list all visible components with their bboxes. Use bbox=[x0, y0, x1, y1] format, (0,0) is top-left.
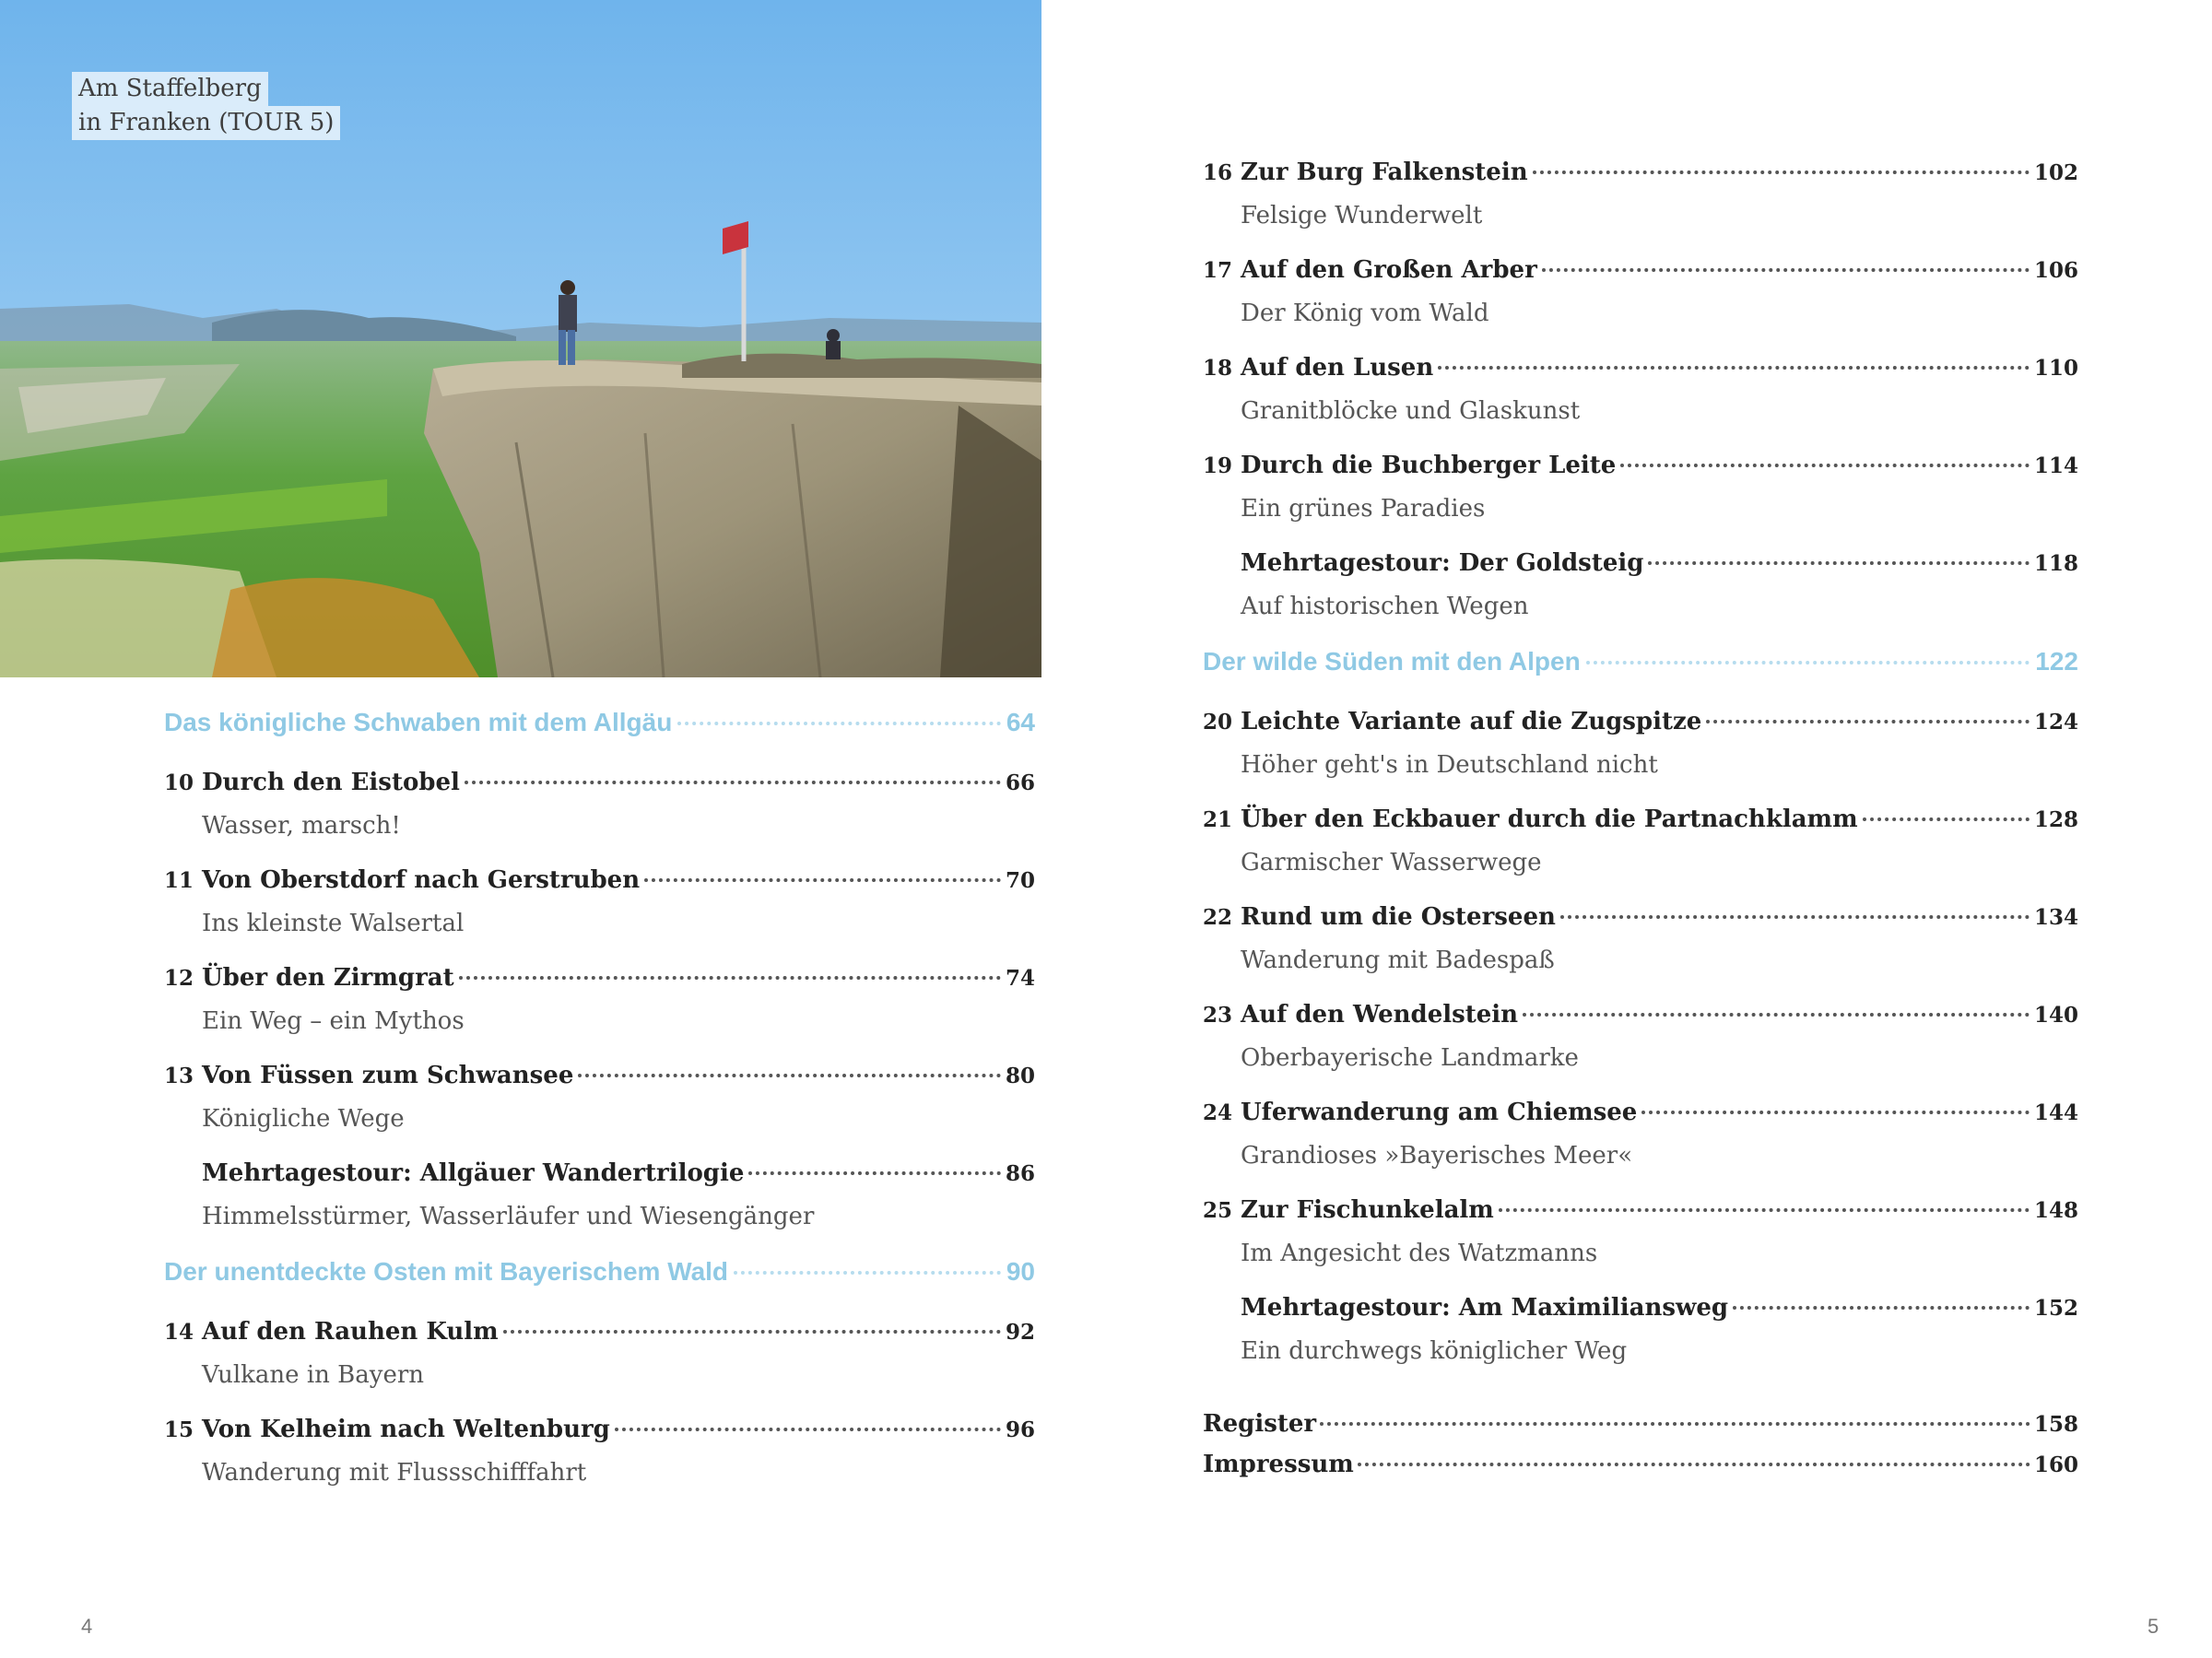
tour-title: Mehrtagestour: Am Maximiliansweg bbox=[1241, 1294, 1729, 1322]
dot-leader bbox=[1542, 268, 2030, 272]
tour-page: 118 bbox=[2033, 551, 2078, 576]
entry-page: 160 bbox=[2033, 1452, 2078, 1477]
tour-page: 110 bbox=[2033, 356, 2078, 381]
dot-leader bbox=[578, 1074, 1001, 1077]
tour-title: Über den Eckbauer durch die Partnachklamm bbox=[1241, 805, 1858, 833]
tour-page: 128 bbox=[2033, 807, 2078, 832]
tour-subtitle: Ein grünes Paradies bbox=[1241, 495, 1486, 523]
tour-subtitle: Oberbayerische Landmarke bbox=[1241, 1044, 1579, 1072]
tour-page: 86 bbox=[1005, 1161, 1035, 1186]
toc-entry-register[interactable] bbox=[1203, 1410, 2078, 1451]
tour-title: Über den Zirmgrat bbox=[202, 964, 454, 992]
tour-page: 66 bbox=[1005, 770, 1035, 795]
section-heading-sueden[interactable] bbox=[1203, 647, 2078, 708]
tour-subtitle: Felsige Wunderwelt bbox=[1241, 202, 1483, 229]
tour-subtitle: Grandioses »Bayerisches Meer« bbox=[1241, 1142, 1633, 1170]
dot-leader bbox=[1733, 1306, 2030, 1310]
toc-entry-22[interactable] bbox=[1203, 903, 2078, 979]
dot-leader bbox=[1533, 171, 2030, 174]
tour-title: Auf den Wendelstein bbox=[1241, 1001, 1519, 1029]
dot-leader bbox=[644, 878, 1001, 882]
tour-title: Mehrtagestour: Allgäuer Wandertrilogie bbox=[202, 1159, 745, 1187]
tour-subtitle: Garmischer Wasserwege bbox=[1241, 849, 1542, 876]
toc-entry-18[interactable] bbox=[1203, 354, 2078, 429]
tour-subtitle: Wasser, marsch! bbox=[202, 812, 401, 840]
tour-page: 92 bbox=[1005, 1320, 1035, 1345]
dot-leader bbox=[1523, 1013, 2030, 1017]
dot-leader bbox=[1586, 661, 2030, 664]
tour-title: Leichte Variante auf die Zugspitze bbox=[1241, 708, 1702, 735]
toc-entry-20[interactable] bbox=[1203, 708, 2078, 783]
tour-number: 25 bbox=[1203, 1198, 1233, 1223]
tour-title: Mehrtagestour: Der Goldsteig bbox=[1241, 549, 1644, 577]
dot-leader bbox=[503, 1330, 1001, 1334]
tour-subtitle: Granitblöcke und Glaskunst bbox=[1241, 397, 1581, 425]
photo-caption bbox=[72, 72, 340, 140]
section-title: Das königliche Schwaben mit dem Allgäu bbox=[164, 708, 673, 736]
toc-entry-10[interactable] bbox=[164, 769, 1035, 844]
dot-leader bbox=[1438, 366, 2030, 370]
tour-subtitle: Höher geht's in Deutschland nicht bbox=[1241, 751, 1658, 779]
tour-title: Uferwanderung am Chiemsee bbox=[1241, 1099, 1638, 1126]
dot-leader bbox=[1499, 1208, 2030, 1212]
toc-entry-16[interactable] bbox=[1203, 159, 2078, 234]
tour-title: Auf den Rauhen Kulm bbox=[202, 1318, 499, 1346]
spacer bbox=[1203, 1392, 2078, 1410]
toc-entry-25[interactable] bbox=[1203, 1196, 2078, 1272]
toc-entry-23[interactable] bbox=[1203, 1001, 2078, 1076]
tour-number: 10 bbox=[164, 770, 194, 795]
tour-number: 17 bbox=[1203, 258, 1233, 283]
tour-number: 23 bbox=[1203, 1003, 1233, 1028]
tour-subtitle: Vulkane in Bayern bbox=[202, 1361, 425, 1389]
tour-subtitle: Ins kleinste Walsertal bbox=[202, 910, 465, 937]
toc-entry-impressum[interactable] bbox=[1203, 1451, 2078, 1491]
tour-number: 24 bbox=[1203, 1100, 1233, 1125]
tour-subtitle: Der König vom Wald bbox=[1241, 300, 1489, 327]
toc-entry-15[interactable] bbox=[164, 1416, 1035, 1491]
dot-leader bbox=[1560, 915, 2030, 919]
tour-page: 106 bbox=[2033, 258, 2078, 283]
tour-number: 15 bbox=[164, 1417, 194, 1442]
section-page: 64 bbox=[1006, 708, 1035, 736]
dot-leader bbox=[1641, 1111, 2030, 1114]
photo-caption-line2: in Franken (TOUR 5) bbox=[72, 106, 340, 140]
entry-page: 158 bbox=[2033, 1412, 2078, 1437]
toc-entry-13[interactable] bbox=[164, 1062, 1035, 1137]
tour-page: 152 bbox=[2033, 1296, 2078, 1321]
page-number-right: 5 bbox=[2147, 1615, 2159, 1638]
tour-page: 140 bbox=[2033, 1003, 2078, 1028]
tour-number: 20 bbox=[1203, 710, 1233, 735]
toc-entry-19[interactable] bbox=[1203, 452, 2078, 527]
section-heading-schwaben[interactable] bbox=[164, 708, 1035, 769]
tour-title: Zur Fischunkelalm bbox=[1241, 1196, 1494, 1224]
tour-title: Zur Burg Falkenstein bbox=[1241, 159, 1528, 186]
tour-title: Durch die Buchberger Leite bbox=[1241, 452, 1617, 479]
tour-subtitle: Auf historischen Wegen bbox=[1241, 593, 1529, 620]
tour-page: 134 bbox=[2033, 905, 2078, 930]
dot-leader bbox=[465, 781, 1001, 784]
section-title: Der wilde Süden mit den Alpen bbox=[1203, 647, 1581, 676]
photo-caption-line1: Am Staffelberg bbox=[72, 72, 268, 106]
tour-subtitle: Wanderung mit Flussschifffahrt bbox=[202, 1459, 587, 1487]
toc-entry-mehrtagestour-goldsteig[interactable] bbox=[1203, 549, 2078, 625]
toc-entry-24[interactable] bbox=[1203, 1099, 2078, 1174]
dot-leader bbox=[677, 722, 1001, 725]
entry-title: Impressum bbox=[1203, 1451, 1354, 1478]
tour-title: Auf den Lusen bbox=[1241, 354, 1434, 382]
tour-number: 18 bbox=[1203, 356, 1233, 381]
dot-leader bbox=[1863, 817, 2030, 821]
toc-entry-mehrtagestour-maximiliansweg[interactable] bbox=[1203, 1294, 2078, 1370]
tour-page: 102 bbox=[2033, 160, 2078, 185]
tour-subtitle: Wanderung mit Badespaß bbox=[1241, 947, 1555, 974]
tour-page: 96 bbox=[1005, 1417, 1035, 1442]
entry-title: Register bbox=[1203, 1410, 1317, 1438]
section-page: 122 bbox=[2035, 647, 2078, 676]
dot-leader bbox=[1320, 1422, 2030, 1426]
toc-right-column bbox=[1203, 159, 2078, 1491]
tour-page: 148 bbox=[2033, 1198, 2078, 1223]
tour-page: 114 bbox=[2033, 453, 2078, 478]
tour-number: 14 bbox=[164, 1320, 194, 1345]
toc-entry-21[interactable] bbox=[1203, 805, 2078, 881]
tour-subtitle: Ein durchwegs königlicher Weg bbox=[1241, 1337, 1628, 1365]
tour-number: 12 bbox=[164, 966, 194, 991]
dot-leader bbox=[1358, 1463, 2030, 1466]
toc-entry-12[interactable] bbox=[164, 964, 1035, 1040]
dot-leader bbox=[734, 1271, 1001, 1275]
tour-number: 22 bbox=[1203, 905, 1233, 930]
tour-number: 16 bbox=[1203, 160, 1233, 185]
tour-page: 74 bbox=[1005, 966, 1035, 991]
section-heading-osten[interactable] bbox=[164, 1257, 1035, 1318]
toc-entry-17[interactable] bbox=[1203, 256, 2078, 332]
dot-leader bbox=[1620, 464, 2030, 467]
toc-entry-14[interactable] bbox=[164, 1318, 1035, 1393]
tour-page: 80 bbox=[1005, 1064, 1035, 1088]
section-title: Der unentdeckte Osten mit Bayerischem Wald bbox=[164, 1257, 729, 1286]
tour-subtitle: Ein Weg – ein Mythos bbox=[202, 1007, 465, 1035]
toc-entry-mehrtagestour-allgaeu[interactable] bbox=[164, 1159, 1035, 1235]
toc-entry-11[interactable] bbox=[164, 866, 1035, 942]
tour-title: Von Kelheim nach Weltenburg bbox=[202, 1416, 610, 1443]
tour-page: 124 bbox=[2033, 710, 2078, 735]
cover-photo bbox=[0, 0, 1041, 677]
dot-leader bbox=[748, 1171, 1001, 1175]
toc-left-column bbox=[164, 708, 1035, 1513]
section-page: 90 bbox=[1006, 1257, 1035, 1286]
tour-subtitle: Im Angesicht des Watzmanns bbox=[1241, 1240, 1598, 1267]
tour-page: 70 bbox=[1005, 868, 1035, 893]
tour-subtitle: Himmelsstürmer, Wasserläufer und Wiesengänger bbox=[202, 1203, 815, 1230]
dot-leader bbox=[615, 1428, 1001, 1431]
tour-number: 13 bbox=[164, 1064, 194, 1088]
tour-title: Rund um die Osterseen bbox=[1241, 903, 1556, 931]
tour-number: 19 bbox=[1203, 453, 1233, 478]
tour-title: Durch den Eistobel bbox=[202, 769, 460, 796]
tour-title: Auf den Großen Arber bbox=[1241, 256, 1537, 284]
dot-leader bbox=[459, 976, 1001, 980]
tour-title: Von Füssen zum Schwansee bbox=[202, 1062, 574, 1089]
dot-leader bbox=[1706, 720, 2030, 723]
tour-number: 21 bbox=[1203, 807, 1233, 832]
tour-subtitle: Königliche Wege bbox=[202, 1105, 405, 1133]
tour-title: Von Oberstdorf nach Gerstruben bbox=[202, 866, 641, 894]
page-number-left: 4 bbox=[81, 1615, 93, 1638]
tour-page: 144 bbox=[2033, 1100, 2078, 1125]
tour-number: 11 bbox=[164, 868, 194, 893]
dot-leader bbox=[1648, 561, 2030, 565]
